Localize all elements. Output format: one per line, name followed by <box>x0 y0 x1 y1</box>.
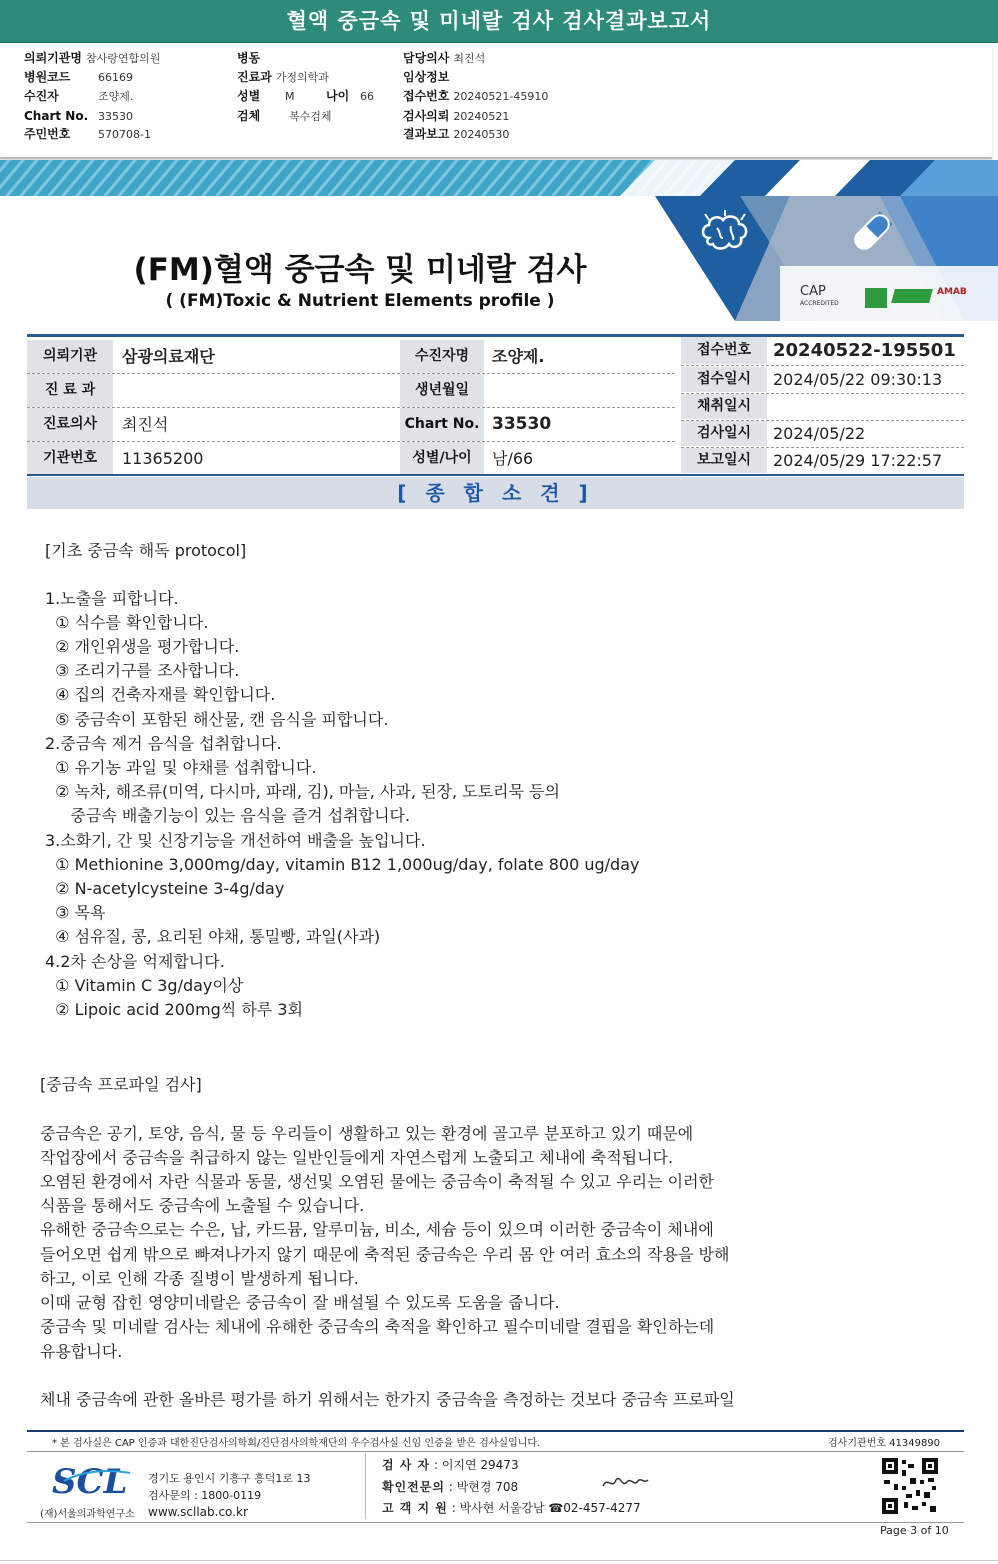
body-line: 오염된 환경에서 자란 식물과 동물, 생선및 오염된 물에는 중금속이 축적될 수 있고 우리는 이러한 <box>40 1172 714 1191</box>
info-specimen: 검체 복수검체 <box>237 109 332 123</box>
value-chart: 33530 <box>492 414 552 434</box>
value-institution: 삼광의료재단 <box>122 347 215 366</box>
body-line: [중금속 프로파일 검사] <box>40 1075 202 1094</box>
body-line: ① 유기농 과일 및 야채를 섭취합니다. <box>45 758 317 777</box>
scl-logo-swoosh <box>62 1468 132 1482</box>
staff-specialist: 확인전문의 : 박현경 708 <box>382 1480 519 1494</box>
epa-logo <box>891 289 933 303</box>
body-line: ④ 집의 건축자재를 확인합니다. <box>45 685 276 704</box>
value-doctor: 최진석 <box>122 415 169 434</box>
scl-logo: SCL <box>52 1462 128 1502</box>
report-title: (FM)혈액 중금속 및 미네랄 검사 <box>133 252 587 288</box>
info-institution: 의뢰기관명 참사랑연합의원 <box>24 51 161 65</box>
footer-inquiry: 검사문의 : 1800-0119 <box>148 1489 262 1502</box>
qr-code-icon <box>882 1458 938 1514</box>
amab-logo: AMAB <box>937 287 967 297</box>
label-chart: Chart No. <box>400 408 484 441</box>
info-dept: 진료과 가정의학과 <box>237 70 329 84</box>
cap-accredited-logo: CAP ACCREDITED <box>800 284 839 307</box>
info-report-date: 결과보고 20240530 <box>403 127 510 141</box>
value-dept <box>114 374 402 407</box>
body-line: 유용합니다. <box>40 1342 123 1361</box>
info-ward: 병동 <box>237 51 261 65</box>
summary-heading: [ 종 합 소 견 ] <box>27 477 964 509</box>
body-line: 유해한 중금속으로는 수은, 납, 카드뮴, 알루미늄, 비소, 세슘 등이 있으며 이러한 중금속이 체내에 <box>40 1220 714 1239</box>
decorative-stripe-band <box>0 160 998 196</box>
report-subtitle: ( (FM)Toxic & Nutrient Elements profile ) <box>165 291 555 311</box>
value-sex-age: 남/66 <box>492 449 534 468</box>
value-receipt: 20240522-195501 <box>773 340 956 361</box>
value-org-no: 11365200 <box>122 449 204 468</box>
body-line: 중금속 및 미네랄 검사는 체내에 유해한 중금속의 축적을 확인하고 필수미네랄 결핍을 확인하는데 <box>40 1317 715 1336</box>
body-line: 1.노출을 피합니다. <box>45 589 179 608</box>
info-chart-no: Chart No. 33530 <box>24 109 133 123</box>
label-receipt: 접수번호 <box>681 337 767 364</box>
body-line: 식품을 통해서도 중금속에 노출될 수 있습니다. <box>40 1196 365 1215</box>
footer-website[interactable]: www.scllab.co.kr <box>148 1505 248 1519</box>
body-line: ① Vitamin C 3g/day이상 <box>45 976 244 995</box>
value-report-dt: 2024/05/29 17:22:57 <box>773 451 943 470</box>
label-doctor: 진료의사 <box>27 408 113 441</box>
footer-separator <box>365 1453 366 1519</box>
staff-support: 고 객 지 원 : 박사현 서울강남 ☎02-457-4277 <box>382 1501 641 1515</box>
info-hospital-code: 병원코드 66169 <box>24 70 133 84</box>
label-org-no: 기관번호 <box>27 442 113 475</box>
body-line: 중금속 배출기능이 있는 음식을 즐겨 섭취합니다. <box>45 806 411 825</box>
body-line: ① 식수를 확인합니다. <box>45 613 209 632</box>
body-line: 중금속은 공기, 토양, 음식, 물 등 우리들이 생활하고 있는 환경에 골고루 분포하고 있기 때문에 <box>40 1124 694 1143</box>
body-line: [기초 중금속 해독 protocol] <box>45 541 247 560</box>
label-institution: 의뢰기관 <box>27 340 113 373</box>
top-info-panel <box>0 43 992 159</box>
body-line: 2.중금속 제거 음식을 섭취합니다. <box>45 734 282 753</box>
label-sex-age: 성별/나이 <box>400 442 484 475</box>
value-name: 조양제. <box>492 347 545 366</box>
staff-tester: 검 사 자 : 이지연 29473 <box>382 1458 519 1472</box>
value-test-dt: 2024/05/22 <box>773 424 866 443</box>
body-line: 작업장에서 중금속을 취급하지 않는 일반인들에게 자연스럽게 노출되고 체내에 축적됩니다. <box>40 1148 674 1167</box>
body-line: ⑤ 중금속이 포함된 해산물, 캔 음식을 피합니다. <box>45 710 389 729</box>
info-request-date: 검사의뢰 20240521 <box>403 109 510 123</box>
value-collect <box>767 394 969 419</box>
body-line: ② N-acetylcysteine 3-4g/day <box>45 879 285 898</box>
body-line: ③ 목욕 <box>45 903 106 922</box>
body-line: ② 개인위생을 평가합니다. <box>45 637 240 656</box>
body-line: 4.2차 손상을 억제합니다. <box>45 952 225 971</box>
body-line: ② Lipoic acid 200mg씩 하루 3회 <box>45 1000 303 1019</box>
body-line: ① Methionine 3,000mg/day, vitamin B12 1,000ug/day, folate 800 ug/day <box>45 855 640 874</box>
page-number: Page 3 of 10 <box>880 1524 949 1537</box>
body-line: 3.소화기, 간 및 신장기능을 개선하여 배출을 높입니다. <box>45 831 426 850</box>
label-dob: 생년월일 <box>400 374 484 407</box>
body-line: ④ 섬유질, 콩, 요리된 야채, 통밀빵, 과일(사과) <box>45 927 381 946</box>
info-age: 나이 66 <box>326 89 374 103</box>
page-bottom-rule <box>0 1560 998 1561</box>
body-line: 하고, 이로 인해 각종 질병이 발생하게 됩니다. <box>40 1269 359 1288</box>
info-clinical: 임상정보 <box>403 70 450 84</box>
capsule-icon <box>848 208 896 256</box>
footer-certification-note: * 본 검사실은 CAP 인증과 대한진단검사의학회/진단검사의학재단의 우수검사실 신임 인증을 받은 검사실입니다. <box>52 1438 541 1449</box>
info-doctor: 담당의사 최진석 <box>403 51 486 65</box>
report-banner-title: 혈액 중금속 및 미네랄 검사 검사결과보고서 <box>286 9 712 33</box>
body-line: ③ 조리기구를 조사합니다. <box>45 661 240 680</box>
scl-org-name: (재)서울의과학연구소 <box>40 1509 135 1520</box>
body-line: 이때 균형 잡힌 영양미네랄은 중금속이 잘 배설될 수 있도록 도움을 줍니다. <box>40 1293 560 1312</box>
footer-address: 경기도 용인시 기흥구 흥덕1로 13 <box>148 1472 311 1485</box>
info-resident-no: 주민번호 570708-1 <box>24 127 151 141</box>
label-dept: 진 료 과 <box>27 374 113 407</box>
body-line: 체내 중금속에 관한 올바른 평가를 하기 위해서는 한가지 중금속을 측정하는 것보다 중금속 프로파일 <box>40 1390 735 1409</box>
label-test-dt: 검사일시 <box>681 421 767 446</box>
label-name: 수진자명 <box>400 340 484 373</box>
info-patient: 수진자 조양제. <box>24 89 134 103</box>
signature <box>600 1472 650 1494</box>
value-recv-dt: 2024/05/22 09:30:13 <box>773 370 943 389</box>
body-line: 들어오면 쉽게 밖으로 빠져나가지 않기 때문에 축적된 중금속은 우리 몸 안 여러 효소의 작용을 방해 <box>40 1245 730 1264</box>
label-report-dt: 보고일시 <box>681 448 767 473</box>
value-dob <box>484 374 682 407</box>
footer-lab-number: 검사기관번호 41349890 <box>828 1438 941 1449</box>
info-receipt-no: 접수번호 20240521-45910 <box>403 89 549 103</box>
footer-divider <box>27 1430 964 1432</box>
certification-logo <box>865 288 887 308</box>
label-recv-dt: 접수일시 <box>681 367 767 392</box>
info-sex: 성별 M <box>237 89 295 103</box>
label-collect: 채취일시 <box>681 394 767 419</box>
body-line: ② 녹차, 해조류(미역, 다시마, 파래, 김), 마늘, 사과, 된장, 도토리묵 등의 <box>45 782 560 801</box>
